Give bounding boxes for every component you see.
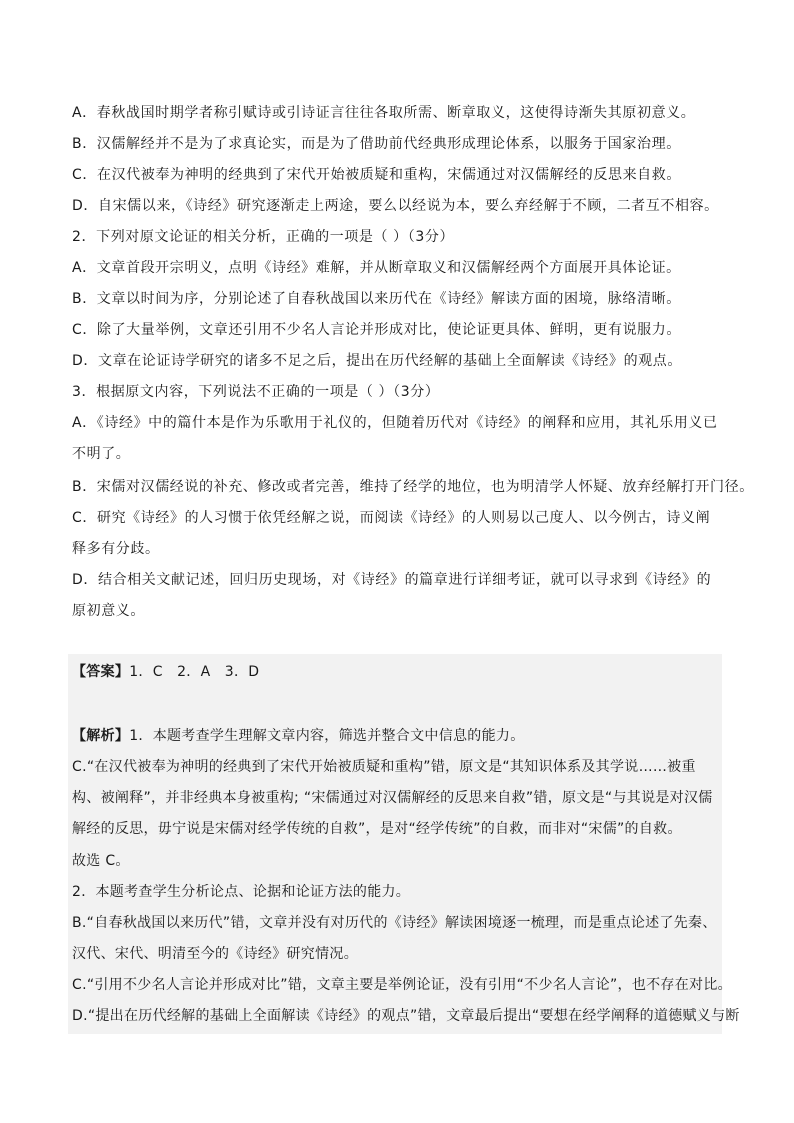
q3-option-d: D．结合相关文献记述，回归历史现场，对《诗经》的篇章进行详细考证，就可以寻求到《诗经》的原初意义。 [72,572,712,619]
q1-option-b: B．汉儒解经并不是为了求真论实，而是为了借助前代经典形成理论体系，以服务于国家治理。 [72,136,681,152]
q2-option-c: C．除了大量举例，文章还引用不少名人言论并形成对比，使论证更具体、鲜明，更有说服力。 [72,322,681,338]
analysis-line [72,726,525,746]
q3-option-c: C．研究《诗经》的人习惯于依凭经解之说，而阅读《诗经》的人则易以己度人、以今例古，诗义阐释多有分歧。 [72,510,711,557]
q1-option-d: D．自宋儒以来，《诗经》研究逐渐走上两途，要么以经说为本，要么弃经解于不顾，二者互不相容。 [72,198,719,214]
analysis-q2-b: B.“自春秋战国以来历代”错，文章并没有对历代的《诗经》解读困境逐一梳理，而是重点论述了先秦、汉代、宋代、明清至今的《诗经》研究情况。 [72,915,717,962]
answer-line [72,662,259,682]
q3-stem: 3．根据原文内容，下列说法不正确的一项是（ ）（3分） [72,384,440,400]
q2-stem: 2．下列对原文论证的相关分析，正确的一项是（ ）（3分） [72,229,455,245]
analysis-q2-intro: 2．本题考查学生分析论点、论据和论证方法的能力。 [72,884,411,900]
analysis-label: 【解析】 [72,728,130,744]
answer-analysis-panel [68,654,740,1034]
answer-label: 【答案】 [72,664,130,680]
q3-option-a: A．《诗经》中的篇什本是作为乐歌用于礼仪的，但随着历代对《诗经》的阐释和应用，其礼乐用义已不明了。 [72,415,718,462]
analysis-q2-d: D.“提出在历代经解的基础上全面解读《诗经》的观点”错，文章最后提出“要想在经学阐释的道德赋义与断 [72,1008,740,1024]
analysis-q1-choice: 故选 C。 [72,853,130,869]
answer-text: 1．C 2．A 3．D [129,664,260,680]
q2-option-d: D．文章在论证诗学研究的诸多不足之后，提出在历代经解的基础上全面解读《诗经》的观点。 [72,353,682,369]
q3-option-b: B．宋儒对汉儒经说的补充、修改或者完善，维持了经学的地位，也为明清学人怀疑、放弃经解打开门径。 [72,479,754,495]
analysis-q1-c: C.“在汉代被奉为神明的经典到了宋代开始被质疑和重构”错，原文是“其知识体系及其学说……被重构、被阐释”，并非经典本身被重构; “宋儒通过对汉儒解经的反思来自救”错，原文是“与其说是对汉儒解经的反思，毋宁说是宋儒对经学传统的自救”，是对“经学传统”的自救，而非对“宋儒”的自救。 [72,759,713,837]
q2-option-a: A．文章首段开宗明义，点明《诗经》难解，并从断章取义和汉儒解经两个方面展开具体论证。 [72,260,681,276]
q2-option-b: B．文章以时间为序，分别论述了自春秋战国以来历代在《诗经》解读方面的困境，脉络清晰。 [72,291,681,307]
q1-option-c: C．在汉代被奉为神明的经典到了宋代开始被质疑和重构，宋儒通过对汉儒解经的反思来自救。 [72,167,681,183]
q1-option-a: A．春秋战国时期学者称引赋诗或引诗证言往往各取所需、断章取义，这使得诗渐失其原初意义。 [72,105,696,121]
analysis-q1-intro: 1．本题考查学生理解文章内容，筛选并整合文中信息的能力。 [129,728,525,744]
analysis-q2-c: C.“引用不少名人言论并形成对比”错，文章主要是举例论证，没有引用“不少名人言论”，也不存在对比。 [72,977,732,993]
